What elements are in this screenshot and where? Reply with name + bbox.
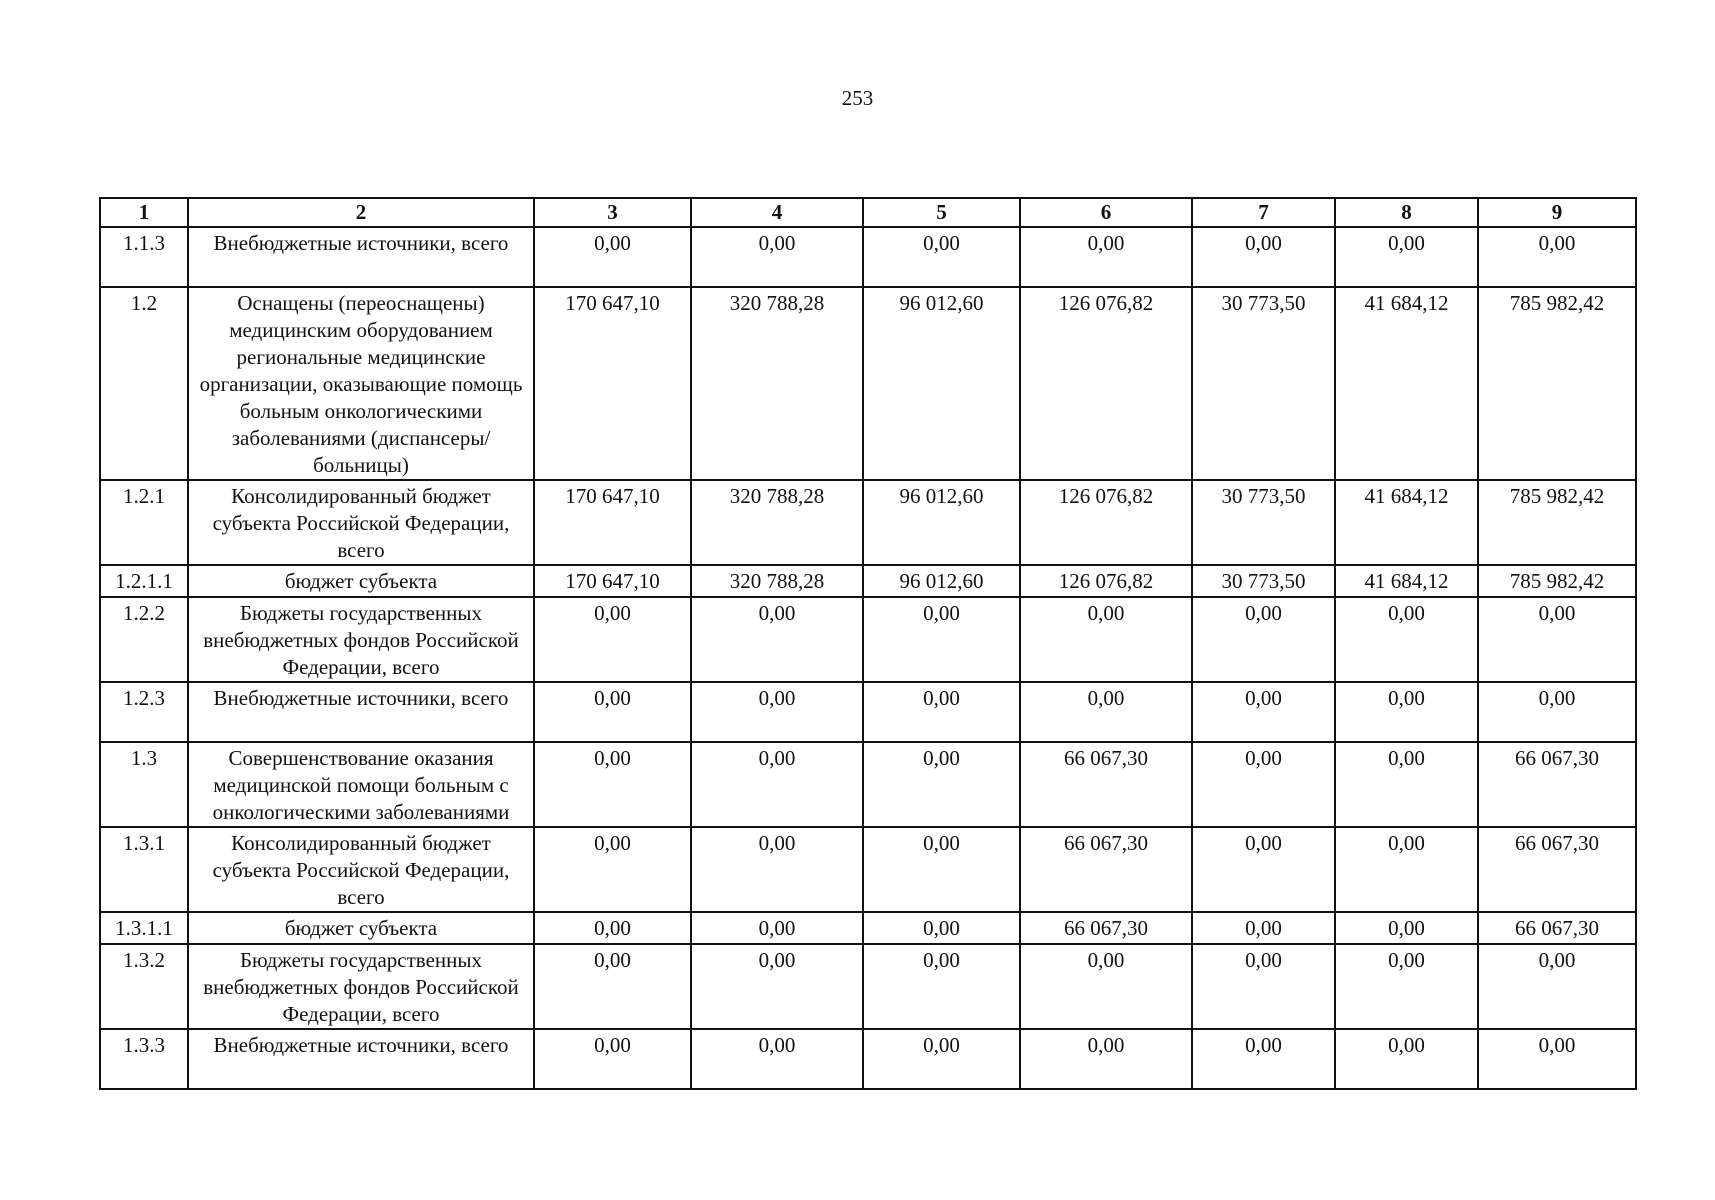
row-description: Внебюджетные источники, всего bbox=[188, 1029, 534, 1089]
value-cell: 0,00 bbox=[1478, 597, 1636, 682]
row-description: Совершенствование оказания медицинской помощи больным с онкологическими заболеваниями bbox=[188, 742, 534, 827]
value-cell: 0,00 bbox=[691, 682, 863, 742]
value-cell: 0,00 bbox=[1192, 682, 1335, 742]
table-row bbox=[100, 1029, 1636, 1089]
value-cell: 0,00 bbox=[863, 597, 1020, 682]
value-cell: 66 067,30 bbox=[1478, 827, 1636, 912]
value-cell: 0,00 bbox=[863, 682, 1020, 742]
value-cell: 0,00 bbox=[534, 682, 691, 742]
table-row bbox=[100, 480, 1636, 565]
column-header: 6 bbox=[1020, 198, 1192, 227]
row-description: Бюджеты государственных внебюджетных фондов Российской Федерации, всего bbox=[188, 944, 534, 1029]
value-cell: 0,00 bbox=[534, 742, 691, 827]
value-cell: 320 788,28 bbox=[691, 565, 863, 597]
value-cell: 41 684,12 bbox=[1335, 287, 1478, 480]
column-header: 8 bbox=[1335, 198, 1478, 227]
row-description: Оснащены (переоснащены) медицинским оборудованием региональные медицинские организации, оказывающие помощь больным онкологическими заболеваниями (диспансеры/больницы) bbox=[188, 287, 534, 480]
column-header: 7 bbox=[1192, 198, 1335, 227]
value-cell: 126 076,82 bbox=[1020, 565, 1192, 597]
table-row bbox=[100, 742, 1636, 827]
table-header-row bbox=[100, 198, 1636, 227]
row-number: 1.3.3 bbox=[100, 1029, 188, 1089]
row-description: Консолидированный бюджет субъекта Российской Федерации, всего bbox=[188, 480, 534, 565]
row-description: Бюджеты государственных внебюджетных фондов Российской Федерации, всего bbox=[188, 597, 534, 682]
value-cell: 0,00 bbox=[1192, 742, 1335, 827]
row-description: Консолидированный бюджет субъекта Российской Федерации, всего bbox=[188, 827, 534, 912]
column-header: 5 bbox=[863, 198, 1020, 227]
column-header: 9 bbox=[1478, 198, 1636, 227]
value-cell: 0,00 bbox=[534, 1029, 691, 1089]
row-number: 1.1.3 bbox=[100, 227, 188, 287]
value-cell: 66 067,30 bbox=[1478, 912, 1636, 944]
value-cell: 0,00 bbox=[534, 944, 691, 1029]
value-cell: 320 788,28 bbox=[691, 480, 863, 565]
table-row bbox=[100, 944, 1636, 1029]
value-cell: 0,00 bbox=[1478, 1029, 1636, 1089]
value-cell: 170 647,10 bbox=[534, 565, 691, 597]
value-cell: 0,00 bbox=[1335, 597, 1478, 682]
value-cell: 0,00 bbox=[1192, 597, 1335, 682]
value-cell: 0,00 bbox=[863, 944, 1020, 1029]
value-cell: 0,00 bbox=[1335, 742, 1478, 827]
value-cell: 0,00 bbox=[1478, 682, 1636, 742]
value-cell: 30 773,50 bbox=[1192, 480, 1335, 565]
row-number: 1.2.1.1 bbox=[100, 565, 188, 597]
value-cell: 0,00 bbox=[1335, 1029, 1478, 1089]
value-cell: 170 647,10 bbox=[534, 480, 691, 565]
value-cell: 0,00 bbox=[863, 742, 1020, 827]
table-row bbox=[100, 682, 1636, 742]
budget-table bbox=[99, 197, 1637, 1090]
row-description: бюджет субъекта bbox=[188, 912, 534, 944]
value-cell: 126 076,82 bbox=[1020, 287, 1192, 480]
value-cell: 0,00 bbox=[1192, 227, 1335, 287]
value-cell: 41 684,12 bbox=[1335, 565, 1478, 597]
value-cell: 0,00 bbox=[534, 227, 691, 287]
row-description: Внебюджетные источники, всего bbox=[188, 682, 534, 742]
value-cell: 0,00 bbox=[1192, 1029, 1335, 1089]
value-cell: 66 067,30 bbox=[1020, 912, 1192, 944]
value-cell: 0,00 bbox=[691, 912, 863, 944]
row-description: бюджет субъекта bbox=[188, 565, 534, 597]
value-cell: 41 684,12 bbox=[1335, 480, 1478, 565]
column-header: 3 bbox=[534, 198, 691, 227]
value-cell: 0,00 bbox=[1478, 227, 1636, 287]
table-row bbox=[100, 827, 1636, 912]
value-cell: 0,00 bbox=[863, 1029, 1020, 1089]
table-row bbox=[100, 565, 1636, 597]
value-cell: 0,00 bbox=[534, 827, 691, 912]
row-number: 1.3.1 bbox=[100, 827, 188, 912]
value-cell: 0,00 bbox=[863, 827, 1020, 912]
row-number: 1.3.2 bbox=[100, 944, 188, 1029]
value-cell: 0,00 bbox=[1020, 1029, 1192, 1089]
value-cell: 0,00 bbox=[691, 944, 863, 1029]
value-cell: 0,00 bbox=[691, 742, 863, 827]
value-cell: 320 788,28 bbox=[691, 287, 863, 480]
value-cell: 0,00 bbox=[691, 597, 863, 682]
value-cell: 0,00 bbox=[1335, 227, 1478, 287]
row-number: 1.2.3 bbox=[100, 682, 188, 742]
value-cell: 0,00 bbox=[1020, 944, 1192, 1029]
column-header: 4 bbox=[691, 198, 863, 227]
value-cell: 96 012,60 bbox=[863, 287, 1020, 480]
table-row bbox=[100, 597, 1636, 682]
value-cell: 96 012,60 bbox=[863, 565, 1020, 597]
table-row bbox=[100, 287, 1636, 480]
table-row bbox=[100, 227, 1636, 287]
row-number: 1.3.1.1 bbox=[100, 912, 188, 944]
page-number: 253 bbox=[841, 86, 874, 110]
value-cell: 66 067,30 bbox=[1478, 742, 1636, 827]
value-cell: 785 982,42 bbox=[1478, 287, 1636, 480]
value-cell: 0,00 bbox=[534, 912, 691, 944]
row-number: 1.2 bbox=[100, 287, 188, 480]
value-cell: 0,00 bbox=[1020, 227, 1192, 287]
value-cell: 0,00 bbox=[863, 227, 1020, 287]
value-cell: 66 067,30 bbox=[1020, 827, 1192, 912]
value-cell: 0,00 bbox=[1335, 944, 1478, 1029]
value-cell: 126 076,82 bbox=[1020, 480, 1192, 565]
value-cell: 66 067,30 bbox=[1020, 742, 1192, 827]
value-cell: 0,00 bbox=[1335, 827, 1478, 912]
value-cell: 0,00 bbox=[1020, 682, 1192, 742]
value-cell: 30 773,50 bbox=[1192, 565, 1335, 597]
value-cell: 0,00 bbox=[1478, 944, 1636, 1029]
table-row bbox=[100, 912, 1636, 944]
value-cell: 96 012,60 bbox=[863, 480, 1020, 565]
value-cell: 0,00 bbox=[863, 912, 1020, 944]
value-cell: 0,00 bbox=[691, 227, 863, 287]
row-number: 1.2.1 bbox=[100, 480, 188, 565]
value-cell: 0,00 bbox=[1192, 827, 1335, 912]
value-cell: 785 982,42 bbox=[1478, 480, 1636, 565]
value-cell: 785 982,42 bbox=[1478, 565, 1636, 597]
value-cell: 0,00 bbox=[1335, 912, 1478, 944]
row-number: 1.2.2 bbox=[100, 597, 188, 682]
value-cell: 0,00 bbox=[1020, 597, 1192, 682]
column-header: 2 bbox=[188, 198, 534, 227]
value-cell: 0,00 bbox=[534, 597, 691, 682]
column-header: 1 bbox=[100, 198, 188, 227]
value-cell: 0,00 bbox=[1192, 912, 1335, 944]
value-cell: 0,00 bbox=[691, 1029, 863, 1089]
value-cell: 0,00 bbox=[1192, 944, 1335, 1029]
row-description: Внебюджетные источники, всего bbox=[188, 227, 534, 287]
value-cell: 170 647,10 bbox=[534, 287, 691, 480]
value-cell: 0,00 bbox=[691, 827, 863, 912]
value-cell: 0,00 bbox=[1335, 682, 1478, 742]
value-cell: 30 773,50 bbox=[1192, 287, 1335, 480]
row-number: 1.3 bbox=[100, 742, 188, 827]
